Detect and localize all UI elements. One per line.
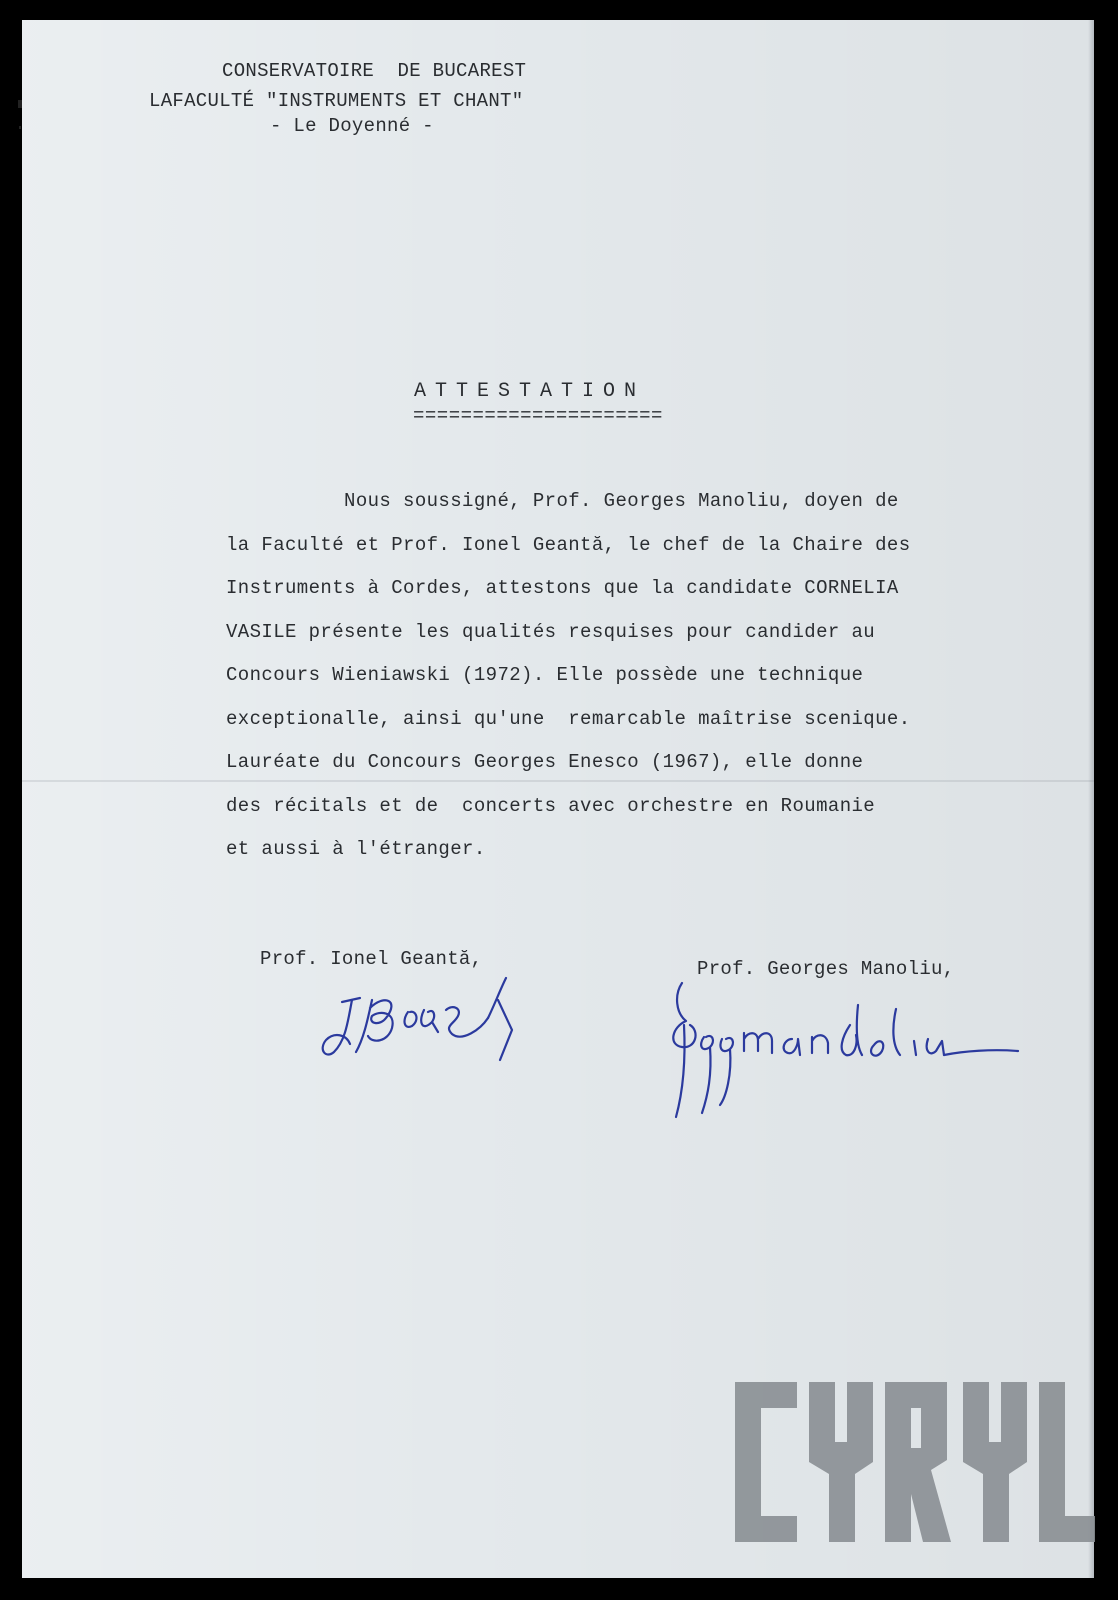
document-page <box>22 20 1094 1578</box>
left-signatory-name: Prof. Ionel Geantă, <box>260 948 483 970</box>
binder-mark <box>19 126 21 129</box>
document-title: ATTESTATION <box>414 380 646 403</box>
left-signature <box>312 960 532 1070</box>
page-edge-shadow <box>1088 20 1094 1578</box>
body-line: des récitals et de concerts avec orchestre en Roumanie <box>226 794 876 817</box>
header-faculty: LAFACULTÉ "INSTRUMENTS ET CHANT" <box>149 90 524 112</box>
body-line: VASILE présente les qualités resquises pour candider au <box>226 620 876 643</box>
body-line: et aussi à l'étranger. <box>226 838 486 860</box>
body-line: exceptionalle, ainsi qu'une remarcable maîtrise scenique. <box>226 707 911 730</box>
cyryl-watermark-logo <box>735 1382 1095 1542</box>
attestation-body <box>226 480 1026 872</box>
body-line: la Faculté et Prof. Ionel Geantă, le chef de la Chaire des <box>226 533 911 556</box>
body-line: Concours Wieniawski (1972). Elle possède une technique <box>226 664 864 686</box>
title-underline: ===================== <box>413 405 663 427</box>
body-line: Lauréate du Concours Georges Enesco (1967), elle donne <box>226 751 864 773</box>
right-signatory-name: Prof. Georges Manoliu, <box>697 958 955 980</box>
header-institution: CONSERVATOIRE DE BUCAREST <box>222 60 527 82</box>
header-office: - Le Doyenné - <box>270 115 434 137</box>
right-signature <box>652 965 1032 1135</box>
body-line: Instruments à Cordes, attestons que la candidate CORNELIA <box>226 577 899 599</box>
body-line: Nous soussigné, Prof. Georges Manoliu, doyen de <box>226 490 899 512</box>
